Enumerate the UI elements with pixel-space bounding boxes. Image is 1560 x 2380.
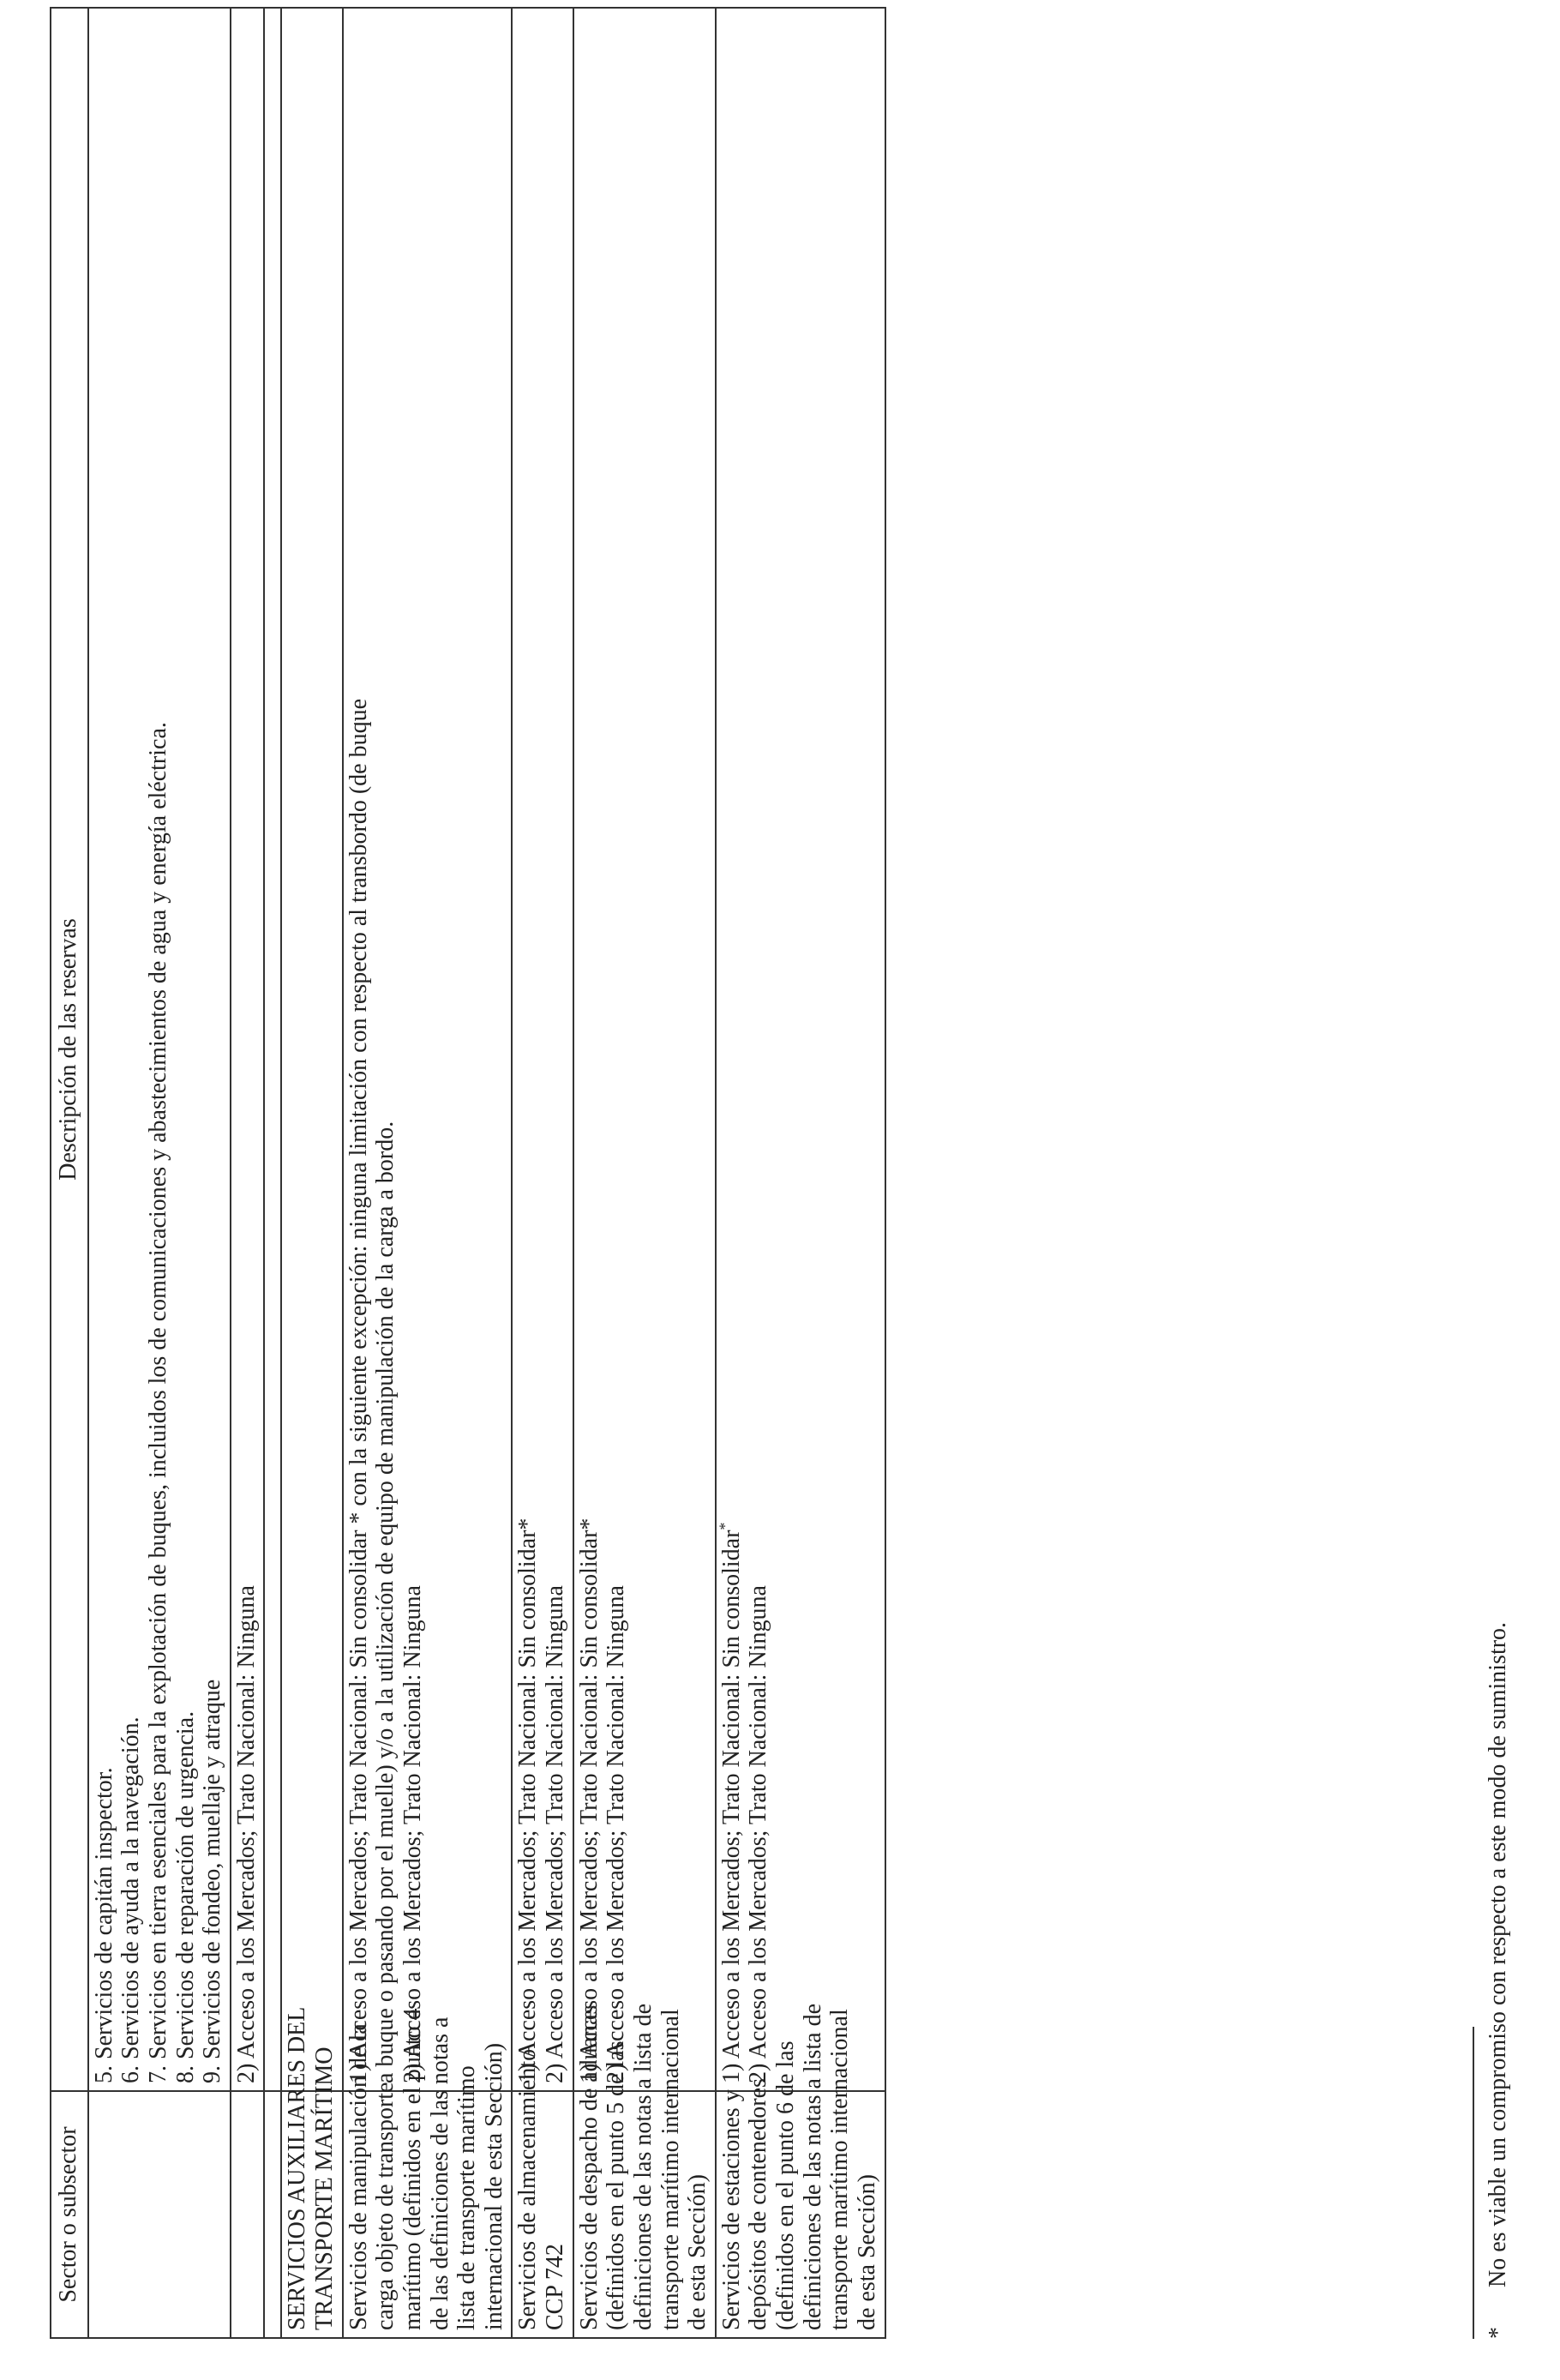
sector-line: lista de transporte marítimo: [453, 2065, 481, 2330]
sector-line: Servicios de estaciones y: [717, 2089, 745, 2330]
continuation-line: 8. Servicios de reparación de urgencia.: [171, 1710, 199, 2083]
continuation-line: 6. Servicios de ayuda a la navegación.: [117, 1716, 145, 2083]
header-sector: Sector o subsector: [51, 2091, 88, 2338]
footnote-mark: *: [1485, 2327, 1511, 2339]
section-heading-line: SERVICIOS AUXILIARES DEL: [284, 2006, 311, 2330]
continuation-sector-cell: [88, 2091, 231, 2338]
table-row: [512, 8, 573, 2338]
description-cell: [343, 8, 513, 2091]
sector-line: internacional de esta Sección): [480, 2042, 507, 2330]
sector-line: CCP 742: [542, 2244, 568, 2330]
sector-line: de las definiciones de las notas a: [426, 2016, 453, 2330]
sector-line: definiciones de las notas a lista de: [799, 2004, 826, 2330]
section-heading-description-cell: [281, 8, 342, 2091]
continuation-line: 9. Servicios de fondeo, muellaje y atraque: [199, 1679, 226, 2083]
sector-line: Servicios de almacenamiento: [514, 2048, 542, 2330]
access-row: [231, 8, 265, 2338]
access-line: 2) Acceso a los Mercados; Trato Nacional: Ninguna: [232, 1585, 260, 2083]
description-line: 1) Acceso a los Mercados; Trato Nacional: Sin consolidar * con la siguiente excepción: ninguna limitación con respecto al transbordo (de buque: [345, 698, 372, 2083]
access-sector-cell: [231, 2091, 265, 2338]
sector-line: transporte marítimo internacional: [826, 2009, 854, 2330]
sector-line: (definidos en el punto 6 de las: [772, 2040, 799, 2330]
footnote-separator: [1473, 2027, 1474, 2339]
section-heading-row: [281, 8, 342, 2338]
section-heading-line: TRANSPORTE MARÍTIMO: [311, 2046, 338, 2330]
sector-cell: [573, 2004, 716, 2338]
description-line: 2) Acceso a los Mercados; Trato Nacional: Ninguna: [399, 1585, 426, 2083]
sector-line: carga objeto de transporte: [372, 2082, 399, 2330]
sector-line: depósitos de contenedores: [745, 2078, 772, 2330]
sector-line: Servicios de despacho de aduanas: [575, 2004, 603, 2330]
description-line: 2) Acceso a los Mercados; Trato Nacional: Ninguna: [603, 1585, 630, 2083]
sector-line: de esta Sección): [684, 2174, 711, 2330]
table-row: [716, 8, 885, 2338]
spacer-cell: [264, 8, 281, 2091]
sector-line: definiciones de las notas a lista de: [629, 2004, 657, 2330]
spacer-cell: [264, 2091, 281, 2338]
access-description-cell: [231, 8, 265, 2091]
sector-line: marítimo (definidos en el punto 4: [399, 2008, 426, 2330]
sector-cell: [343, 2008, 513, 2338]
sector-line: (definidos en el punto 5 de las: [603, 2040, 630, 2330]
sector-line: de esta Sección): [853, 2174, 880, 2330]
sector-line: transporte marítimo internacional: [657, 2009, 684, 2330]
continuation-row: [88, 8, 231, 2338]
description-line: [718, 15, 746, 2083]
footnote-text: No es viable un compromiso con respecto a este modo de suministro.: [1485, 1621, 1511, 2287]
description-line: 1) Acceso a los Mercados; Trato Nacional: Sin consolidar*: [575, 1518, 603, 2083]
reservations-table: [50, 7, 886, 2339]
footnote-reference: *: [716, 1522, 734, 1530]
description-cell: [716, 8, 885, 2091]
description-line: 2) Acceso a los Mercados; Trato Nacional: Ninguna: [542, 1585, 568, 2083]
table-header-row: [51, 8, 88, 2338]
continuation-description-cell: [88, 8, 231, 2091]
description-line: 2) Acceso a los Mercados; Trato Nacional: Ninguna: [745, 1585, 772, 2083]
sector-line: Servicios de manipulación de la: [345, 2023, 372, 2330]
description-line: a buque o pasando por el muelle) y/o a la utilización de equipo de manipulación de la carga a bordo.: [372, 1121, 399, 2083]
description-line: 1) Acceso a los Mercados; Trato Nacional: Sin consolidar*: [514, 1518, 542, 2083]
table-row: [573, 8, 716, 2338]
continuation-line: 7. Servicios en tierra esenciales para la explotación de buques, incluidos los de comunicaciones y abastecimientos de agua y energía eléctrica.: [144, 722, 171, 2083]
section-heading-cell: [281, 2006, 342, 2338]
description-cell: [512, 8, 573, 2091]
sector-cell: [716, 2004, 885, 2338]
header-description: Descripción de las reservas: [51, 8, 88, 2091]
continuation-line: 5. Servicios de capitán inspector.: [90, 1767, 117, 2083]
description-cell: [573, 8, 716, 2091]
spacer-row: [264, 8, 281, 2338]
table-row: [343, 8, 513, 2338]
description-text: 1) Acceso a los Mercados; Trato Nacional: Sin consolidar: [717, 1530, 745, 2083]
sector-cell: [512, 2048, 573, 2338]
footnote: [1485, 1622, 1512, 2339]
